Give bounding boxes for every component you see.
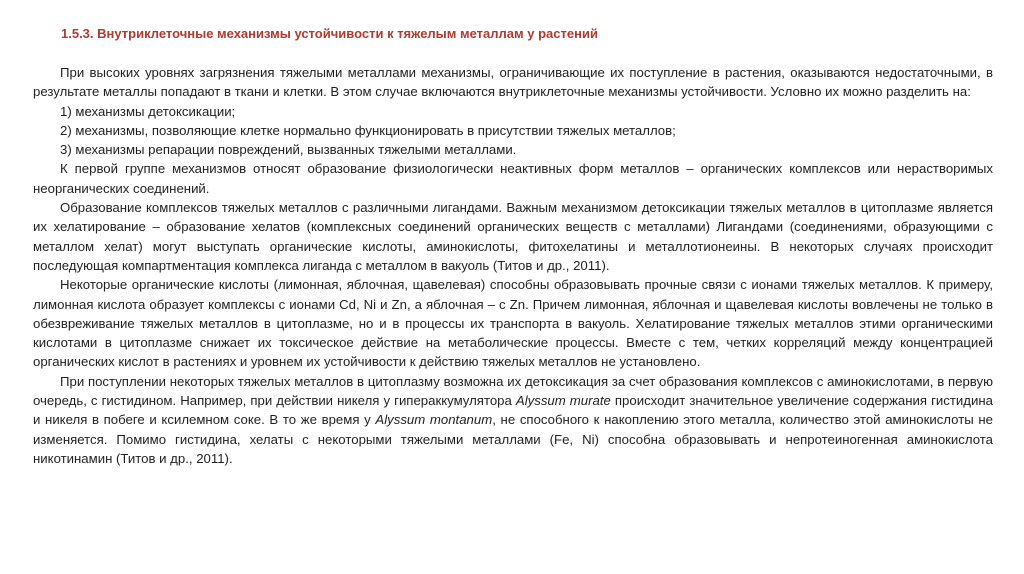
list-item-3: 3) механизмы репарации повреждений, вызванных тяжелыми металлами.: [60, 142, 517, 158]
list-item-1: 1) механизмы детоксикации;: [60, 103, 236, 119]
paragraph-amino-acids: [33, 372, 993, 468]
list-item-2: 2) механизмы, позволяющие клетке нормально функционировать в присутствии тяжелых металлов;: [60, 122, 676, 138]
paragraph-amino-part2: происходит значительное увеличение содержания гистидина и никеля в побеге и ксилемном соке. В то же время у: [33, 393, 993, 428]
section-title: 1.5.3. Внутриклеточные механизмы устойчивости к тяжелым металлам у растений: [61, 26, 598, 41]
paragraph-amino-part1: При поступлении некоторых тяжелых металлов в цитоплазму возможна их детоксикация за счет образования комплексов с аминокислотами, в первую очередь, с гистидином. Например, при действии никеля у гипераккумулятора: [33, 373, 993, 409]
paragraph-intro: При высоких уровнях загрязнения тяжелыми металлами механизмы, ограничивающие их поступление в растения, оказываются недостаточными, в результате металлы попадают в ткани и клетки. В этом случае включаются внутриклеточные механизмы устойчивости. Условно их можно разделить на:: [33, 65, 993, 100]
paragraph-organic-acids: Некоторые органические кислоты (лимонная, яблочная, щавелевая) способны образовывать прочные связи с ионами тяжелых металлов. К примеру, лимонная кислота образует комплексы с ионами Cd, Ni и Zn, а яблочная – с Zn. Причем лимонная, яблочная и щавелевая кислоты вовлечены не только в обезвреживание тяжелых металлов в цитоплазме, но и в процессы их транспорта в вакуоль. Хелатирование тяжелых металлов этими органическими кислотами в цитоплазме снижает их токсическое действие на метаболические процессы. Вместе с тем, четких корреляций между концентрацией органических кислот в растениях и уровнем их устойчивости к действию тяжелых металлов не установлено.: [33, 277, 993, 370]
species-name-2: Alyssum montanum: [375, 412, 493, 428]
body-text: [33, 63, 993, 468]
species-name-1: Alyssum murate: [515, 393, 611, 409]
paragraph-complexes: Образование комплексов тяжелых металлов с различными лигандами. Важным механизмом детоксикации тяжелых металлов в цитоплазме является их хелатирование – образование хелатов (комплексных соединений органических веществ с металлами) Лигандами (соединениями, образующими с металлом хелат) могут выступать органические кислоты, аминокислоты, фитохелатины и металлотионеины. В некоторых случаях происходит последующая компартментация комплекса лиганда с металлом в вакуоль (Титов и др., 2011).: [33, 200, 993, 273]
paragraph-amino-part3: , не способного к накоплению этого металла, количество этой аминокислоты не изменяется. Помимо гистидина, хелаты с некоторыми тяжелыми металлами (Fe, Ni) способна образовывать и непротеиногенная аминокислота никотинамин (Титов и др., 2011).: [33, 412, 993, 466]
paragraph-first-group: К первой группе механизмов относят образование физиологически неактивных форм металлов – органических комплексов или нерастворимых неорганических соединений.: [33, 161, 993, 196]
